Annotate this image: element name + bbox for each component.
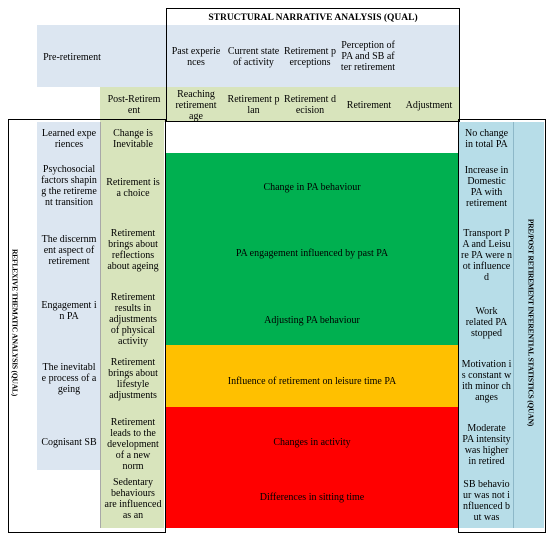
inferential-stats-label: PRE/POST RETIREMENT INFERENTIAL STATISTICS (QUAN): [526, 218, 536, 427]
stat-work-pa-stopped: Work related PA stopped: [465, 305, 508, 339]
subtheme-retirement-choice: Retirement is a choice: [106, 177, 160, 199]
subtheme-adjustments-pa: Retirement results in adjustments of physical activity: [109, 291, 157, 347]
post-retirement-label: Post-Retirement: [107, 94, 161, 116]
post-item-adjustment: Adjustment: [405, 99, 453, 111]
red-block: [166, 407, 458, 528]
pre-item-retirement-perceptions: Retirement perceptions: [284, 46, 336, 68]
theme-inevitable-ageing: The inevitable process of ageing: [41, 361, 97, 395]
stat-sb-not-influenced: SB behaviour was not influenced but was: [463, 479, 510, 523]
post-item-decision: Retirement decision: [284, 94, 336, 116]
subtheme-sedentary-behaviours: Sedentary behaviours are influenced as an: [104, 477, 162, 521]
theme-discernment: The discernment aspect of retirement: [41, 233, 97, 267]
green-text-engagement-past-pa: PA engagement influenced by past PA: [235, 247, 389, 259]
theme-engagement-pa: Engagement in PA: [41, 300, 97, 322]
green-text-change-pa: Change in PA behaviour: [263, 181, 361, 193]
green-text-adjusting-pa: Adjusting PA behaviour: [264, 314, 360, 326]
post-item-retirement: Retirement: [346, 99, 392, 111]
stat-moderate-pa-intensity: Moderate PA intensity was higher in retired: [462, 423, 511, 467]
structural-narrative-title: STRUCTURAL NARRATIVE ANALYSIS (QUAL): [208, 12, 418, 23]
orange-text-leisure-pa: Influence of retirement on leisure time PA: [227, 375, 397, 387]
subthemes-divider: [100, 122, 101, 528]
post-item-reaching-age: Reaching retirement age: [175, 88, 217, 122]
pre-item-perception-pa-sb: Perception of PA and SB after retirement: [340, 39, 396, 73]
subtheme-reflections-ageing: Retirement brings about reflections about ageing: [107, 228, 159, 272]
subtheme-new-norm: Retirement leads to the development of a new norm: [107, 416, 159, 472]
stat-transport-leisure-pa: Transport PA and Leisure PA were not influenced: [461, 227, 513, 283]
stat-motivation-constant: Motivation is constant with minor changes: [461, 359, 512, 403]
red-text-changes-activity: Changes in activity: [273, 436, 351, 448]
subtheme-change-inevitable: Change is Inevitable: [113, 128, 153, 150]
theme-psychosocial-factors: Psychosocial factors shaping the retirement transition: [41, 164, 97, 208]
pre-item-current-state: Current state of activity: [227, 46, 280, 68]
reflexive-thematic-label: REFLEXIVE THEMATIC ANALYSIS (QUAL): [10, 248, 20, 397]
theme-learned-experiences: Learned experiences: [41, 128, 97, 150]
theme-cognisant-sb: Cognisant SB: [41, 436, 97, 448]
pre-item-past-experiences: Past experiences: [171, 46, 221, 68]
stat-domestic-pa-increase: Increase in Domestic PA with retirement: [464, 165, 509, 209]
subtheme-lifestyle-adjustments: Retirement brings about lifestyle adjustments: [108, 357, 158, 401]
pre-retirement-label: Pre-retirement: [43, 51, 101, 63]
red-text-sitting-time: Differences in sitting time: [259, 491, 365, 503]
stat-no-change-total-pa: No change in total PA: [464, 128, 509, 150]
post-item-plan: Retirement plan: [227, 94, 280, 116]
